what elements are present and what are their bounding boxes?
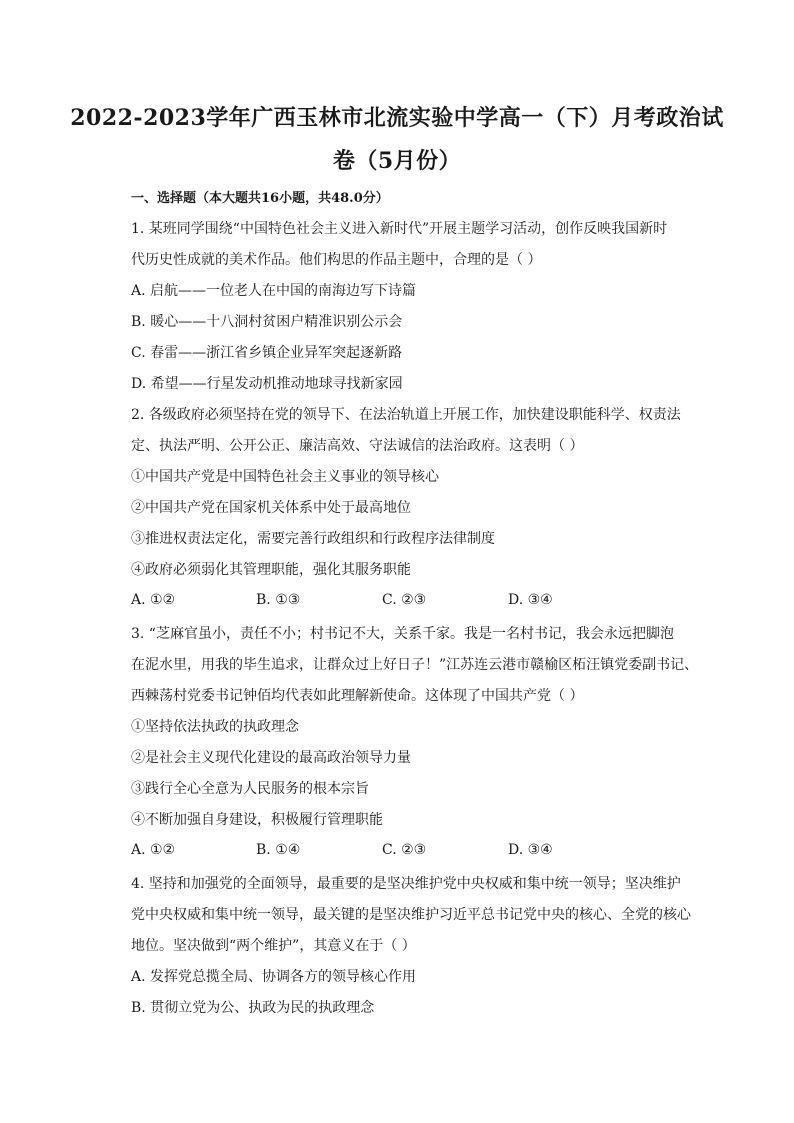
question-1-text-line: 1. 某班同学围绕“中国特色社会主义进入新时代”开展主题学习活动，创作反映我国新时	[131, 221, 668, 237]
question-4-text-line: 4. 坚持和加强党的全面领导，最重要的是坚决维护党中央权威和集中统一领导；坚决维护	[131, 876, 681, 892]
question-4-option-b: B. 贯彻立党为公、执政为民的执政理念	[131, 1000, 375, 1016]
question-3-choice-a: A. ①②	[131, 842, 176, 858]
question-1-option-c: C. 春雷——浙江省乡镇企业异军突起逐新路	[131, 345, 403, 361]
question-2-statement-1: ①中国共产党是中国特色社会主义事业的领导核心	[131, 469, 439, 485]
question-3-statement-4: ④不断加强自身建设，积极履行管理职能	[131, 812, 383, 828]
question-2-text-line: 定、执法严明、公开公正、廉洁高效、守法诚信的法治政府。这表明（ ）	[131, 438, 584, 454]
question-3-text-line: 在泥水里，用我的毕生追求，让群众过上好日子！”江苏连云港市赣榆区柘汪镇党委副书记、	[131, 657, 699, 673]
question-2-choice-d: D. ③④	[508, 592, 553, 608]
question-2-statement-3: ③推进权责法定化，需要完善行政组织和行政程序法律制度	[131, 531, 495, 547]
question-4-text-line: 地位。坚决做到“两个维护”，其意义在于（ ）	[131, 938, 416, 954]
question-2-statement-4: ④政府必须弱化其管理职能，强化其服务职能	[131, 562, 411, 578]
question-3-statement-1: ①坚持依法执政的执政理念	[131, 719, 299, 735]
question-2-text-line: 2. 各级政府必须坚持在党的领导下、在法治轨道上开展工作，加快建设职能科学、权责法	[131, 407, 681, 423]
question-3-text-line: 西棘荡村党委书记钟佰均代表如此理解新使命。这体现了中国共产党（ ）	[131, 688, 584, 704]
question-2-choice-a: A. ①②	[131, 592, 176, 608]
question-2-choice-b: B. ①③	[256, 592, 301, 608]
question-1-option-d: D. 希望——行星发动机推动地球寻找新家园	[131, 376, 403, 392]
question-1-option-a: A. 启航——一位老人在中国的南海边写下诗篇	[131, 283, 417, 299]
question-1-text-line: 代历史性成就的美术作品。他们构思的作品主题中，合理的是（ ）	[131, 252, 542, 268]
question-3-choice-d: D. ③④	[508, 842, 553, 858]
question-2-statement-2: ②中国共产党在国家机关体系中处于最高地位	[131, 500, 411, 516]
question-1-option-b: B. 暖心——十八洞村贫困户精准识别公示会	[131, 314, 403, 330]
question-3-choice-c: C. ②③	[382, 842, 427, 858]
question-3-choice-b: B. ①④	[256, 842, 301, 858]
exam-title-line-2: 卷（5月份）	[332, 148, 462, 174]
question-4-option-a: A. 发挥党总揽全局、协调各方的领导核心作用	[131, 969, 417, 985]
question-3-text-line: 3. “芝麻官虽小，责任不小；村书记不大，关系千家。我是一名村书记，我会永远把脚泡	[131, 626, 674, 642]
question-4-text-line: 党中央权威和集中统一领导，最关键的是坚决维护习近平总书记党中央的核心、全党的核心	[131, 907, 691, 923]
question-3-statement-3: ③践行全心全意为人民服务的根本宗旨	[131, 781, 369, 797]
section-header: 一、选择题（本大题共16小题，共48.0分）	[131, 191, 389, 206]
question-3-statement-2: ②是社会主义现代化建设的最高政治领导力量	[131, 750, 411, 766]
exam-title-line-1: 2022-2023学年广西玉林市北流实验中学高一（下）月考政治试	[70, 105, 724, 131]
question-2-choice-c: C. ②③	[382, 592, 427, 608]
